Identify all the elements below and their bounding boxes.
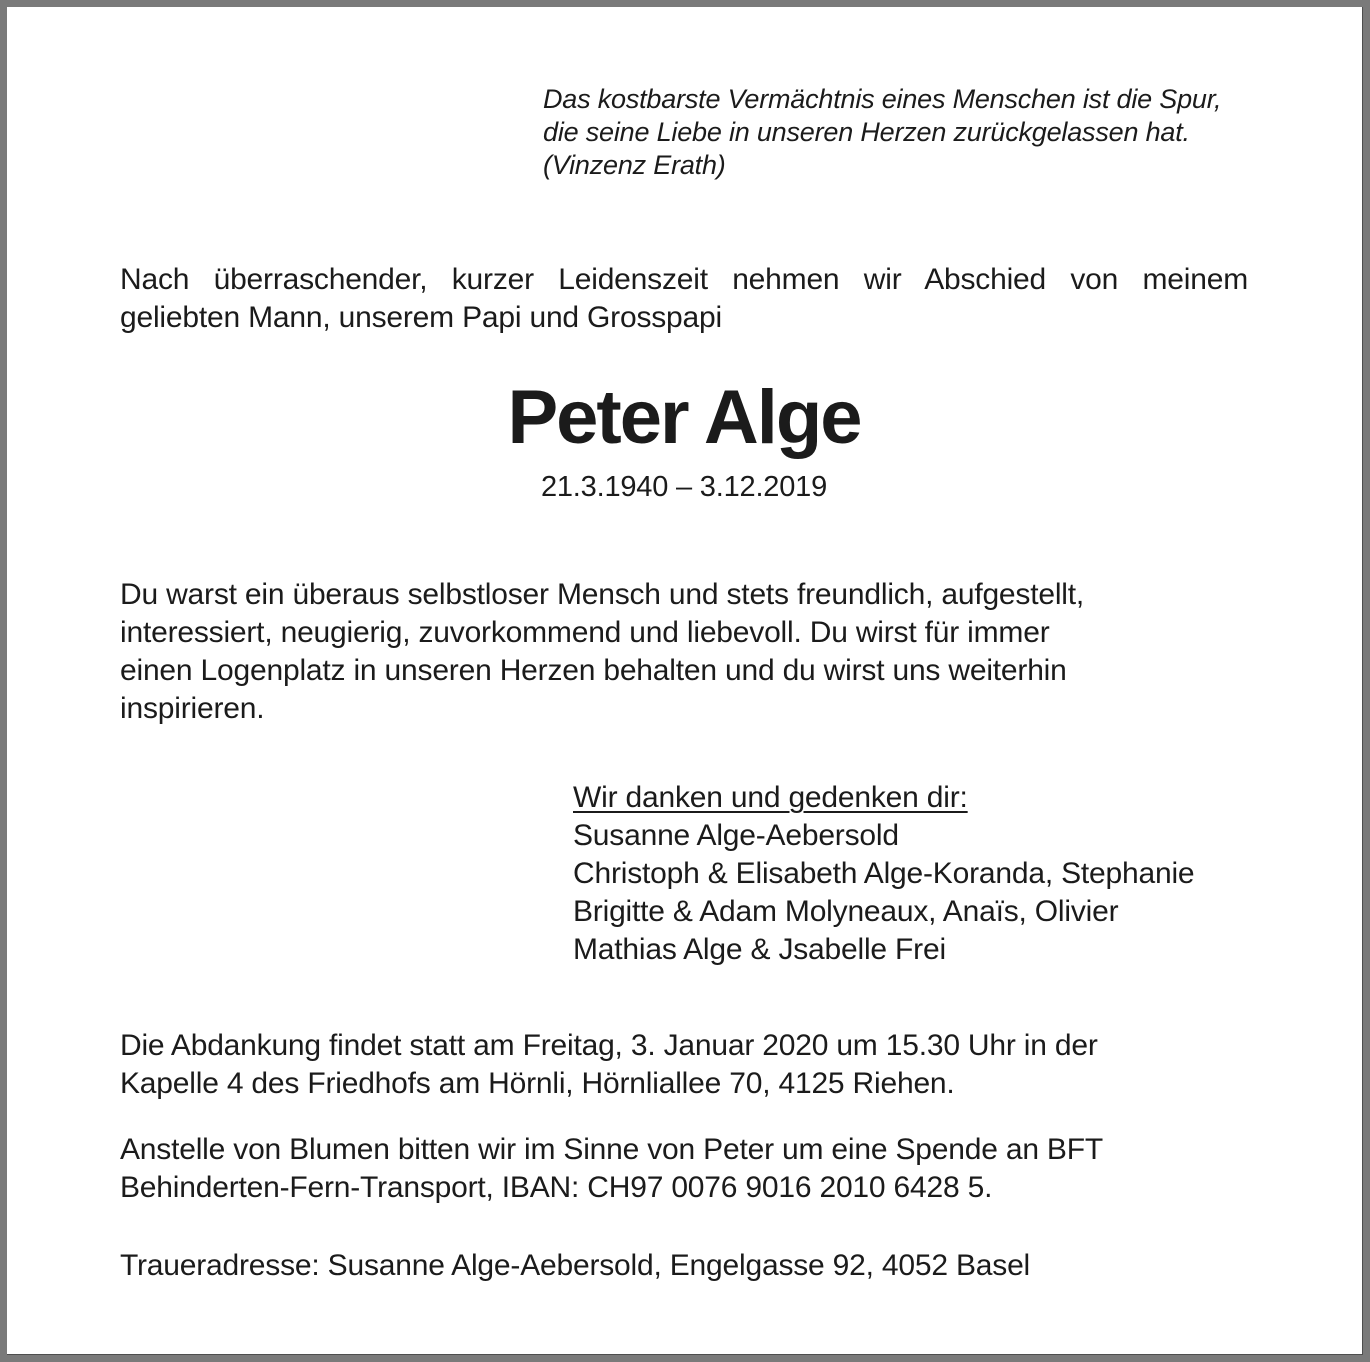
mourning-address: Traueradresse: Susanne Alge-Aebersold, Engelgasse 92, 4052 Basel xyxy=(120,1249,1031,1282)
service-line: Die Abdankung findet statt am Freitag, 3. Januar 2020 um 15.30 Uhr in der xyxy=(120,1029,1098,1062)
funeral-service-paragraph xyxy=(120,1027,1248,1103)
page-content xyxy=(7,7,1363,1355)
donation-paragraph xyxy=(120,1131,1248,1207)
mourner-name: Christoph & Elisabeth Alge-Koranda, Stephanie xyxy=(573,857,1195,890)
donation-line: Behinderten-Fern-Transport, IBAN: CH97 0076 9016 2010 6428 5. xyxy=(120,1171,993,1204)
mourner-name: Brigitte & Adam Molyneaux, Anaïs, Olivier xyxy=(573,895,1119,928)
quote-line: Das kostbarste Vermächtnis eines Menschen ist die Spur, xyxy=(543,84,1222,114)
deceased-name: Peter Alge xyxy=(507,375,861,460)
tribute-paragraph xyxy=(120,576,1248,728)
intro-line: geliebten Mann, unserem Papi und Grosspapi xyxy=(120,301,722,334)
life-dates: 21.3.1940 – 3.12.2019 xyxy=(540,471,828,503)
intro-line: Nach überraschender, kurzer Leidenszeit nehmen wir Abschied von meinem xyxy=(120,263,1248,296)
quote-line: die seine Liebe in unseren Herzen zurückgelassen hat. xyxy=(543,117,1190,147)
mourners-heading: Wir danken und gedenken dir: xyxy=(573,781,968,814)
quote-attribution: (Vinzenz Erath) xyxy=(543,150,726,180)
intro-paragraph xyxy=(120,261,1248,337)
epigraph-quote xyxy=(543,83,1248,182)
tribute-line: Du warst ein überaus selbstloser Mensch und stets freundlich, aufgestellt, xyxy=(120,578,1085,611)
tribute-line: einen Logenplatz in unseren Herzen behalten und du wirst uns weiterhin xyxy=(120,654,1067,687)
mourner-name: Susanne Alge-Aebersold xyxy=(573,819,899,852)
tribute-line: inspirieren. xyxy=(120,692,265,725)
tribute-line: interessiert, neugierig, zuvorkommend und liebevoll. Du wirst für immer xyxy=(120,616,1050,649)
donation-line: Anstelle von Blumen bitten wir im Sinne von Peter um eine Spende an BFT xyxy=(120,1133,1103,1166)
mourners-block xyxy=(573,779,1248,969)
mourner-name: Mathias Alge & Jsabelle Frei xyxy=(573,933,946,966)
service-line: Kapelle 4 des Friedhofs am Hörnli, Hörnliallee 70, 4125 Riehen. xyxy=(120,1067,955,1100)
